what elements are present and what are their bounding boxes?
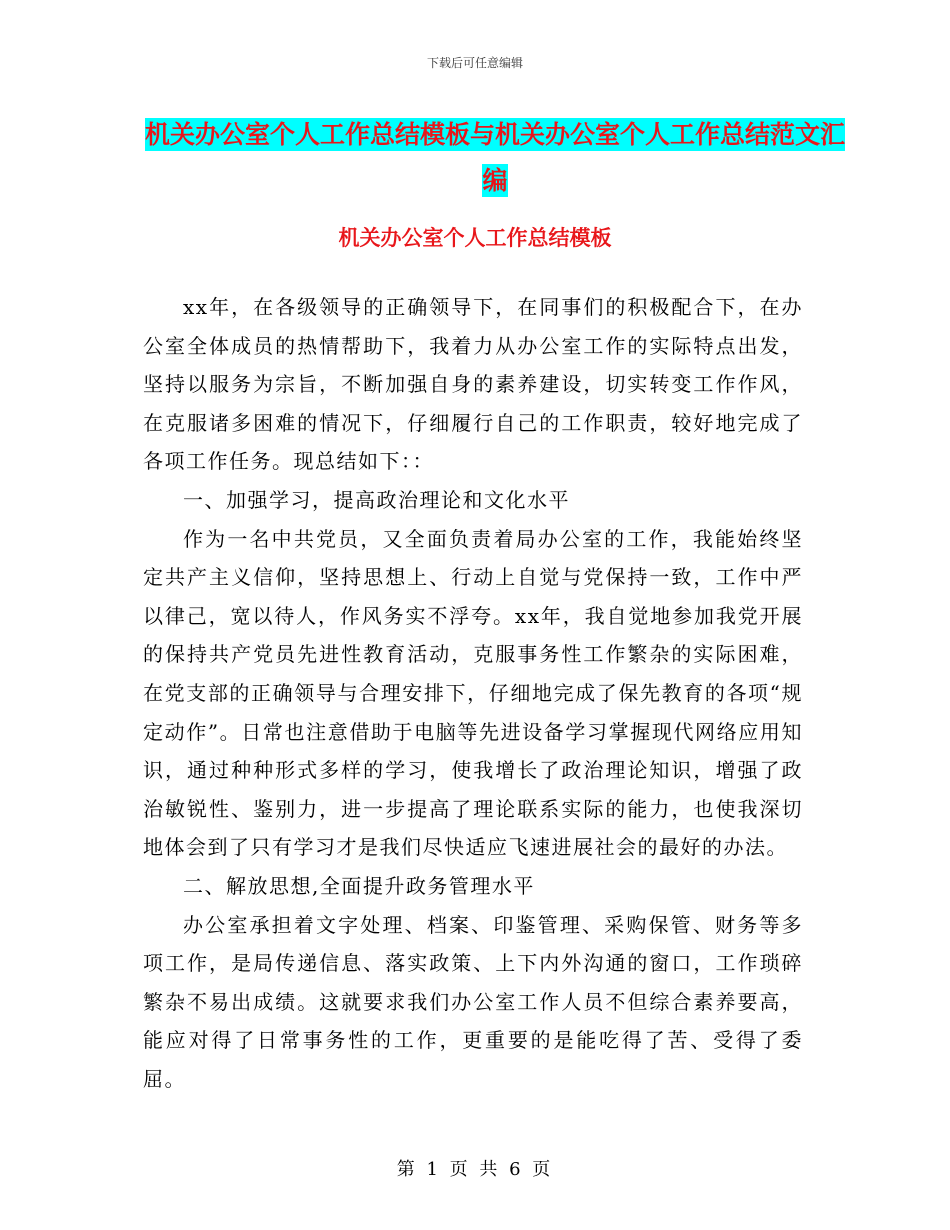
document-body bbox=[143, 288, 803, 1098]
body-paragraph: 办公室承担着文字处理、档案、印鉴管理、采购保管、财务等多项工作，是局传递信息、落实政策、上下内外沟通的窗口，工作琐碎繁杂不易出成绩。这就要求我们办公室工作人员不但综合素养要高，能应对得了日常事务性的工作，更重要的是能吃得了苦、受得了委屈。 bbox=[143, 912, 803, 1091]
section-title: 机关办公室个人工作总结模板 bbox=[338, 226, 612, 250]
document-title-text: 机关办公室个人工作总结模板与机关办公室个人工作总结范文汇编 bbox=[144, 120, 845, 195]
document-title bbox=[140, 112, 850, 204]
body-paragraph: 作为一名中共党员，又全面负责着局办公室的工作，我能始终坚定共产主义信仰，坚持思想上、行动上自觉与党保持一致，工作中严以律己，宽以待人，作风务实不浮夸。xx年，我自觉地参加我党开展的保持共产党员先进性教育活动，克服事务性工作繁杂的实际困难，在党支部的正确领导与合理安排下，仔细地完成了保先教育的各项“规定动作”。日常也注意借助于电脑等先进设备学习掌握现代网络应用知识，通过种种形式多样的学习，使我增长了政治理论知识，增强了政治敏锐性、鉴别力，进一步提高了理论联系实际的能力，也使我深切地体会到了只有学习才是我们尽快适应飞速进展社会的最好的办法。 bbox=[143, 526, 803, 860]
section-heading: 一、加强学习，提高政治理论和文化水平 bbox=[183, 487, 570, 512]
page-number: 第 1 页 共 6 页 bbox=[396, 1159, 554, 1180]
body-paragraph: xx年，在各级领导的正确领导下，在同事们的积极配合下，在办公室全体成员的热情帮助下，我着力从办公室工作的实际特点出发，坚持以服务为宗旨，不断加强自身的素养建设，切实转变工作作风，在克服诸多困难的情况下，仔细履行自己的工作职责，较好地完成了各项工作任务。现总结如下：： bbox=[143, 295, 803, 474]
header-note: 下载后可任意编辑 bbox=[426, 56, 523, 70]
section-heading: 二、解放思想,全面提升政务管理水平 bbox=[183, 873, 535, 898]
